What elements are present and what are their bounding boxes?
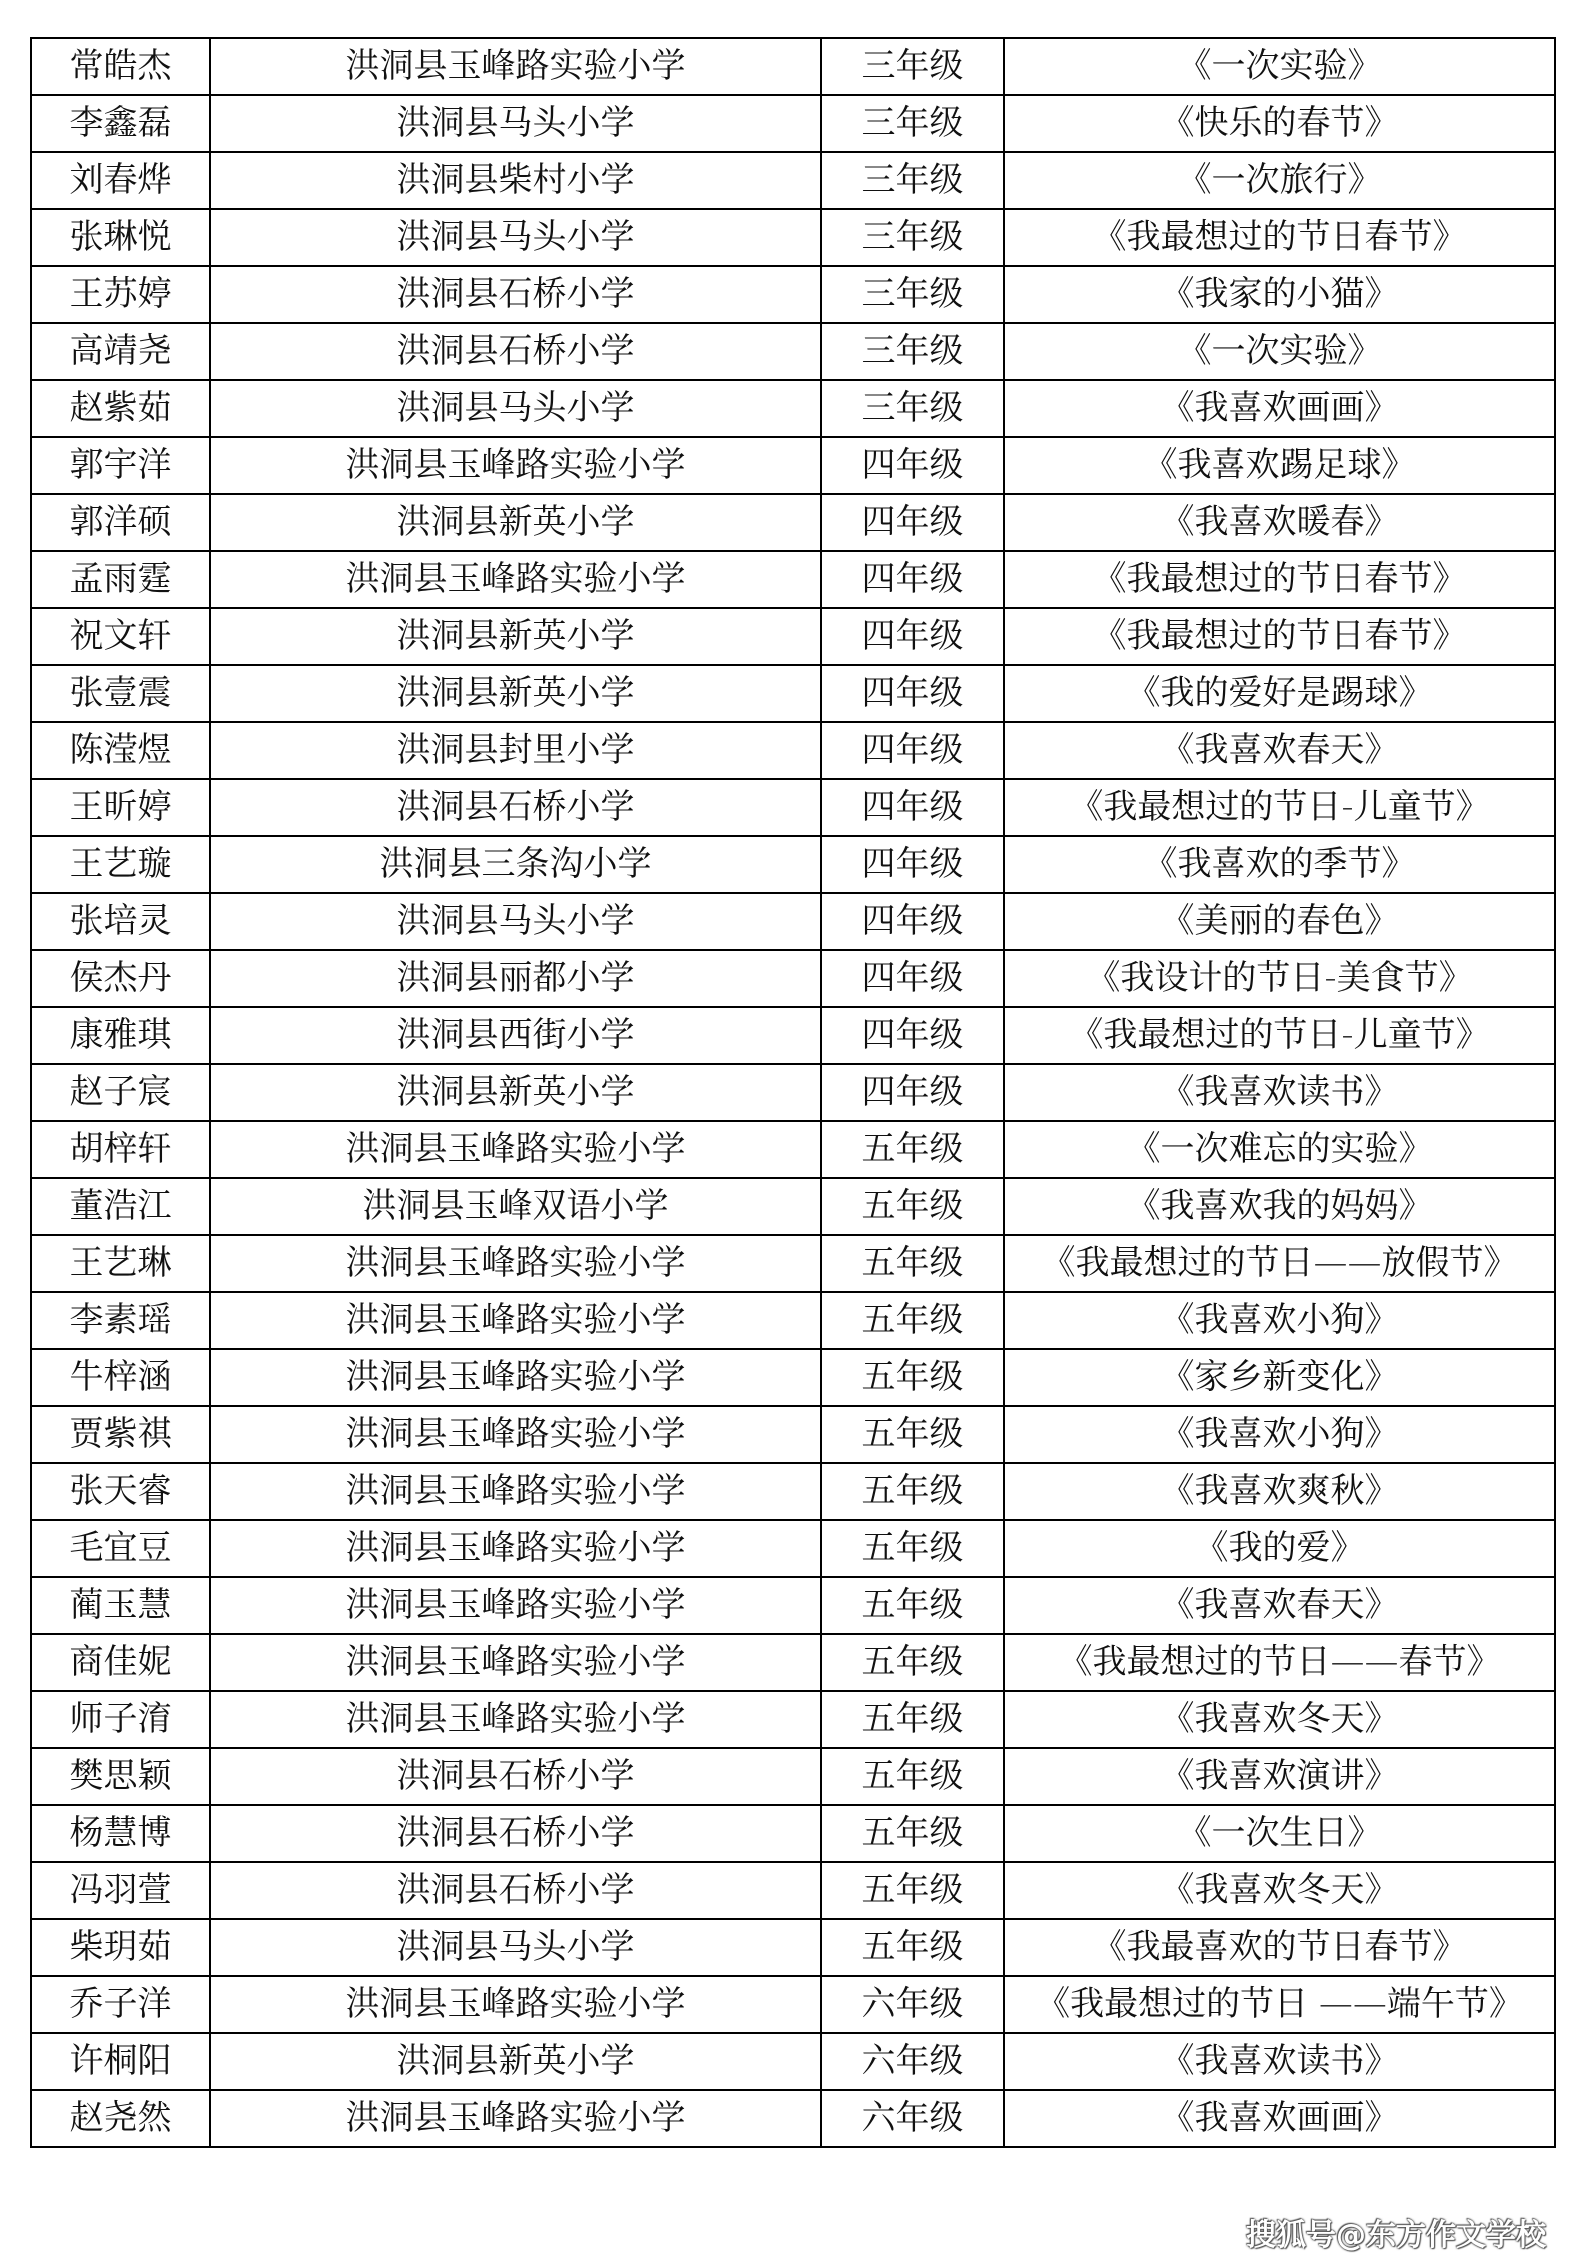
essay-title-cell: 《我最想过的节日——放假节》 <box>1004 1235 1555 1292</box>
student-name-cell: 常皓杰 <box>31 38 210 95</box>
essay-title-cell: 《美丽的春色》 <box>1004 893 1555 950</box>
watermark: 搜狐号@东方作文学校 <box>1246 2218 1546 2253</box>
essay-title-cell: 《我的爱好是踢球》 <box>1004 665 1555 722</box>
grade-cell: 五年级 <box>821 1520 1004 1577</box>
essay-title-cell: 《我喜欢春天》 <box>1004 1577 1555 1634</box>
grade-cell: 五年级 <box>821 1748 1004 1805</box>
grade-cell: 三年级 <box>821 380 1004 437</box>
grade-cell: 五年级 <box>821 1634 1004 1691</box>
essay-title-cell: 《我喜欢踢足球》 <box>1004 437 1555 494</box>
table-row <box>31 779 1555 836</box>
school-cell: 洪洞县玉峰路实验小学 <box>210 1577 821 1634</box>
school-cell: 洪洞县马头小学 <box>210 95 821 152</box>
table-row <box>31 1748 1555 1805</box>
school-cell: 洪洞县玉峰路实验小学 <box>210 1691 821 1748</box>
essay-title-cell: 《快乐的春节》 <box>1004 95 1555 152</box>
essay-title-cell: 《一次旅行》 <box>1004 152 1555 209</box>
table-row <box>31 1463 1555 1520</box>
table-row <box>31 380 1555 437</box>
essay-title-cell: 《我最想过的节日春节》 <box>1004 551 1555 608</box>
award-table-body <box>31 38 1555 2147</box>
grade-cell: 五年级 <box>821 1292 1004 1349</box>
school-cell: 洪洞县柴村小学 <box>210 152 821 209</box>
student-name-cell: 王苏婷 <box>31 266 210 323</box>
student-name-cell: 张培灵 <box>31 893 210 950</box>
essay-title-cell: 《我设计的节日-美食节》 <box>1004 950 1555 1007</box>
table-row <box>31 38 1555 95</box>
grade-cell: 五年级 <box>821 1178 1004 1235</box>
essay-title-cell: 《我喜欢冬天》 <box>1004 1691 1555 1748</box>
table-row <box>31 551 1555 608</box>
student-name-cell: 许桐阳 <box>31 2033 210 2090</box>
grade-cell: 五年级 <box>821 1121 1004 1178</box>
student-name-cell: 商佳妮 <box>31 1634 210 1691</box>
grade-cell: 四年级 <box>821 779 1004 836</box>
table-row <box>31 437 1555 494</box>
grade-cell: 五年级 <box>821 1805 1004 1862</box>
essay-title-cell: 《一次生日》 <box>1004 1805 1555 1862</box>
table-row <box>31 1178 1555 1235</box>
table-row <box>31 1121 1555 1178</box>
school-cell: 洪洞县西街小学 <box>210 1007 821 1064</box>
school-cell: 洪洞县新英小学 <box>210 2033 821 2090</box>
school-cell: 洪洞县三条沟小学 <box>210 836 821 893</box>
table-row <box>31 2033 1555 2090</box>
school-cell: 洪洞县玉峰路实验小学 <box>210 1634 821 1691</box>
student-name-cell: 樊思颖 <box>31 1748 210 1805</box>
grade-cell: 五年级 <box>821 1235 1004 1292</box>
student-name-cell: 毛宜豆 <box>31 1520 210 1577</box>
essay-title-cell: 《我喜欢读书》 <box>1004 2033 1555 2090</box>
school-cell: 洪洞县玉峰双语小学 <box>210 1178 821 1235</box>
essay-title-cell: 《我喜欢画画》 <box>1004 380 1555 437</box>
grade-cell: 四年级 <box>821 1064 1004 1121</box>
table-row <box>31 1634 1555 1691</box>
grade-cell: 四年级 <box>821 551 1004 608</box>
school-cell: 洪洞县新英小学 <box>210 1064 821 1121</box>
grade-cell: 四年级 <box>821 950 1004 1007</box>
school-cell: 洪洞县玉峰路实验小学 <box>210 1976 821 2033</box>
student-name-cell: 郭洋硕 <box>31 494 210 551</box>
grade-cell: 四年级 <box>821 1007 1004 1064</box>
school-cell: 洪洞县玉峰路实验小学 <box>210 1349 821 1406</box>
grade-cell: 四年级 <box>821 836 1004 893</box>
essay-title-cell: 《我喜欢爽秋》 <box>1004 1463 1555 1520</box>
student-name-cell: 王艺琳 <box>31 1235 210 1292</box>
essay-title-cell: 《我喜欢画画》 <box>1004 2090 1555 2147</box>
essay-title-cell: 《我喜欢我的妈妈》 <box>1004 1178 1555 1235</box>
table-row <box>31 494 1555 551</box>
student-name-cell: 赵紫茹 <box>31 380 210 437</box>
school-cell: 洪洞县马头小学 <box>210 209 821 266</box>
school-cell: 洪洞县石桥小学 <box>210 1805 821 1862</box>
student-name-cell: 师子淯 <box>31 1691 210 1748</box>
table-row <box>31 1349 1555 1406</box>
school-cell: 洪洞县丽都小学 <box>210 950 821 1007</box>
table-row <box>31 323 1555 380</box>
school-cell: 洪洞县玉峰路实验小学 <box>210 1121 821 1178</box>
essay-title-cell: 《我最想过的节日-儿童节》 <box>1004 1007 1555 1064</box>
table-row <box>31 1235 1555 1292</box>
essay-title-cell: 《我最想过的节日-儿童节》 <box>1004 779 1555 836</box>
grade-cell: 四年级 <box>821 437 1004 494</box>
student-name-cell: 贾紫祺 <box>31 1406 210 1463</box>
essay-title-cell: 《我喜欢小狗》 <box>1004 1406 1555 1463</box>
essay-title-cell: 《一次难忘的实验》 <box>1004 1121 1555 1178</box>
table-row <box>31 95 1555 152</box>
student-name-cell: 胡梓轩 <box>31 1121 210 1178</box>
school-cell: 洪洞县玉峰路实验小学 <box>210 1406 821 1463</box>
school-cell: 洪洞县玉峰路实验小学 <box>210 1520 821 1577</box>
student-name-cell: 杨慧博 <box>31 1805 210 1862</box>
table-row <box>31 722 1555 779</box>
table-row <box>31 1292 1555 1349</box>
student-name-cell: 李素瑶 <box>31 1292 210 1349</box>
student-name-cell: 高靖尧 <box>31 323 210 380</box>
school-cell: 洪洞县玉峰路实验小学 <box>210 2090 821 2147</box>
grade-cell: 四年级 <box>821 893 1004 950</box>
grade-cell: 四年级 <box>821 608 1004 665</box>
school-cell: 洪洞县石桥小学 <box>210 779 821 836</box>
student-name-cell: 张壹震 <box>31 665 210 722</box>
student-name-cell: 乔子洋 <box>31 1976 210 2033</box>
table-row <box>31 1007 1555 1064</box>
student-name-cell: 牛梓涵 <box>31 1349 210 1406</box>
table-row <box>31 1064 1555 1121</box>
grade-cell: 五年级 <box>821 1463 1004 1520</box>
essay-title-cell: 《我的爱》 <box>1004 1520 1555 1577</box>
school-cell: 洪洞县马头小学 <box>210 380 821 437</box>
student-name-cell: 侯杰丹 <box>31 950 210 1007</box>
grade-cell: 三年级 <box>821 266 1004 323</box>
award-table <box>30 37 1556 2148</box>
essay-title-cell: 《我喜欢冬天》 <box>1004 1862 1555 1919</box>
grade-cell: 四年级 <box>821 722 1004 779</box>
essay-title-cell: 《我家的小猫》 <box>1004 266 1555 323</box>
grade-cell: 六年级 <box>821 1976 1004 2033</box>
table-row <box>31 1691 1555 1748</box>
table-row <box>31 608 1555 665</box>
school-cell: 洪洞县新英小学 <box>210 608 821 665</box>
grade-cell: 四年级 <box>821 494 1004 551</box>
school-cell: 洪洞县马头小学 <box>210 1919 821 1976</box>
table-row <box>31 836 1555 893</box>
grade-cell: 六年级 <box>821 2033 1004 2090</box>
table-row <box>31 893 1555 950</box>
essay-title-cell: 《我喜欢暖春》 <box>1004 494 1555 551</box>
grade-cell: 三年级 <box>821 95 1004 152</box>
student-name-cell: 孟雨霆 <box>31 551 210 608</box>
school-cell: 洪洞县马头小学 <box>210 893 821 950</box>
essay-title-cell: 《我最喜欢的节日春节》 <box>1004 1919 1555 1976</box>
school-cell: 洪洞县玉峰路实验小学 <box>210 437 821 494</box>
student-name-cell: 董浩江 <box>31 1178 210 1235</box>
table-row <box>31 209 1555 266</box>
essay-title-cell: 《我喜欢的季节》 <box>1004 836 1555 893</box>
student-name-cell: 康雅琪 <box>31 1007 210 1064</box>
school-cell: 洪洞县石桥小学 <box>210 1862 821 1919</box>
essay-title-cell: 《我喜欢演讲》 <box>1004 1748 1555 1805</box>
essay-title-cell: 《一次实验》 <box>1004 38 1555 95</box>
grade-cell: 三年级 <box>821 323 1004 380</box>
grade-cell: 三年级 <box>821 152 1004 209</box>
table-row <box>31 152 1555 209</box>
table-row <box>31 1862 1555 1919</box>
grade-cell: 四年级 <box>821 665 1004 722</box>
student-name-cell: 王艺璇 <box>31 836 210 893</box>
table-row <box>31 1976 1555 2033</box>
grade-cell: 五年级 <box>821 1349 1004 1406</box>
essay-title-cell: 《我最想过的节日 ——端午节》 <box>1004 1976 1555 2033</box>
grade-cell: 五年级 <box>821 1406 1004 1463</box>
school-cell: 洪洞县石桥小学 <box>210 323 821 380</box>
student-name-cell: 柴玥茹 <box>31 1919 210 1976</box>
school-cell: 洪洞县玉峰路实验小学 <box>210 38 821 95</box>
essay-title-cell: 《我最想过的节日春节》 <box>1004 209 1555 266</box>
student-name-cell: 冯羽萱 <box>31 1862 210 1919</box>
student-name-cell: 赵子宸 <box>31 1064 210 1121</box>
table-row <box>31 950 1555 1007</box>
student-name-cell: 张琳悦 <box>31 209 210 266</box>
table-row <box>31 266 1555 323</box>
school-cell: 洪洞县玉峰路实验小学 <box>210 1463 821 1520</box>
grade-cell: 三年级 <box>821 209 1004 266</box>
school-cell: 洪洞县玉峰路实验小学 <box>210 551 821 608</box>
essay-title-cell: 《一次实验》 <box>1004 323 1555 380</box>
student-name-cell: 李鑫磊 <box>31 95 210 152</box>
grade-cell: 五年级 <box>821 1862 1004 1919</box>
school-cell: 洪洞县石桥小学 <box>210 1748 821 1805</box>
student-name-cell: 刘春烨 <box>31 152 210 209</box>
table-row <box>31 665 1555 722</box>
student-name-cell: 蔺玉慧 <box>31 1577 210 1634</box>
essay-title-cell: 《我最想过的节日——春节》 <box>1004 1634 1555 1691</box>
table-row <box>31 1520 1555 1577</box>
grade-cell: 五年级 <box>821 1691 1004 1748</box>
essay-title-cell: 《我喜欢读书》 <box>1004 1064 1555 1121</box>
table-row <box>31 1805 1555 1862</box>
grade-cell: 三年级 <box>821 38 1004 95</box>
grade-cell: 五年级 <box>821 1919 1004 1976</box>
grade-cell: 五年级 <box>821 1577 1004 1634</box>
school-cell: 洪洞县新英小学 <box>210 665 821 722</box>
student-name-cell: 郭宇洋 <box>31 437 210 494</box>
student-name-cell: 王昕婷 <box>31 779 210 836</box>
table-row <box>31 1406 1555 1463</box>
grade-cell: 六年级 <box>821 2090 1004 2147</box>
school-cell: 洪洞县玉峰路实验小学 <box>210 1235 821 1292</box>
student-name-cell: 赵尧然 <box>31 2090 210 2147</box>
student-name-cell: 张天睿 <box>31 1463 210 1520</box>
table-row <box>31 1919 1555 1976</box>
school-cell: 洪洞县玉峰路实验小学 <box>210 1292 821 1349</box>
school-cell: 洪洞县新英小学 <box>210 494 821 551</box>
student-name-cell: 陈滢煜 <box>31 722 210 779</box>
essay-title-cell: 《我喜欢小狗》 <box>1004 1292 1555 1349</box>
table-row <box>31 2090 1555 2147</box>
school-cell: 洪洞县石桥小学 <box>210 266 821 323</box>
essay-title-cell: 《我最想过的节日春节》 <box>1004 608 1555 665</box>
essay-title-cell: 《我喜欢春天》 <box>1004 722 1555 779</box>
essay-title-cell: 《家乡新变化》 <box>1004 1349 1555 1406</box>
student-name-cell: 祝文轩 <box>31 608 210 665</box>
table-row <box>31 1577 1555 1634</box>
school-cell: 洪洞县封里小学 <box>210 722 821 779</box>
